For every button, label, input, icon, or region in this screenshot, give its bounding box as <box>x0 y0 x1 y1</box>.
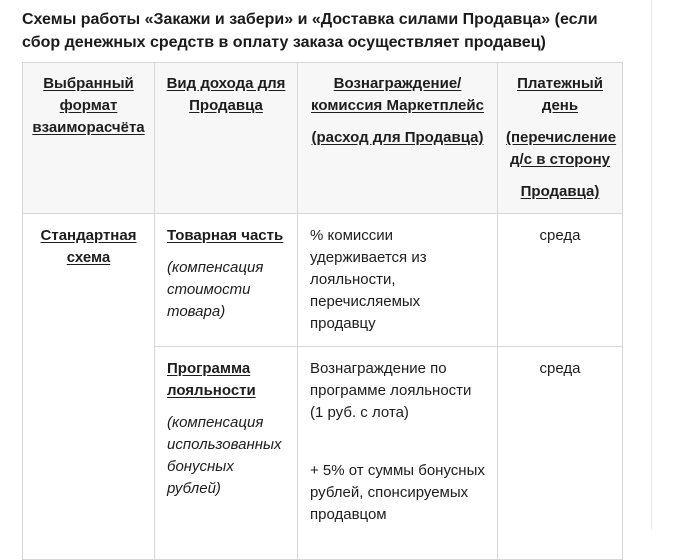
header-payday-label: Платежный день <box>517 75 603 114</box>
income-note: (компенсация стоимости товара) <box>167 259 264 320</box>
fee-text: Вознаграждение по программе лояльности (1 руб. с лота) <box>310 360 472 421</box>
header-fee-label: Вознаграждение/комиссия Маркетплейс <box>311 75 484 114</box>
scheme-label: Стандартная схема <box>40 227 137 266</box>
header-format-label: Выбранный формат взаиморасчёта <box>32 75 145 136</box>
income-cell <box>155 347 298 560</box>
payday-cell <box>498 214 623 347</box>
fee-cell <box>298 214 498 347</box>
fee-cell <box>298 347 498 560</box>
payday-value: среда <box>539 227 581 244</box>
payday-cell <box>498 347 623 560</box>
header-fee-note: (расход для Продавца) <box>311 129 484 146</box>
income-note: (компенсация использованных бонусных рублей) <box>167 414 282 497</box>
header-income-type-label: Вид дохода для Продавца <box>166 75 286 114</box>
header-payday-note-1: (перечисление д/с в сторону <box>506 129 617 168</box>
header-cell-income-type <box>155 63 298 214</box>
schemes-table <box>22 62 623 560</box>
table-header-row <box>23 63 623 214</box>
header-cell-fee <box>298 63 498 214</box>
income-title: Программа лояльности <box>167 360 256 399</box>
page-edge-divider <box>651 0 652 530</box>
header-payday-note-2: Продавца) <box>520 183 600 200</box>
payday-value: среда <box>539 360 581 377</box>
income-cell <box>155 214 298 347</box>
scheme-cell <box>23 214 155 560</box>
page-title: Схемы работы «Закажи и забери» и «Доставка силами Продавца» (если сбор денежных средств в оплату заказа осуществляет продавец) <box>22 11 598 51</box>
fee-text-extra: + 5% от суммы бонусных рублей, спонсируемых продавцом <box>310 462 485 523</box>
table-row <box>23 214 623 347</box>
header-cell-format <box>23 63 155 214</box>
fee-text: % комиссии удерживается из лояльности, перечисляемых продавцу <box>310 227 427 332</box>
header-cell-payday <box>498 63 623 214</box>
income-title: Товарная часть <box>167 227 284 244</box>
